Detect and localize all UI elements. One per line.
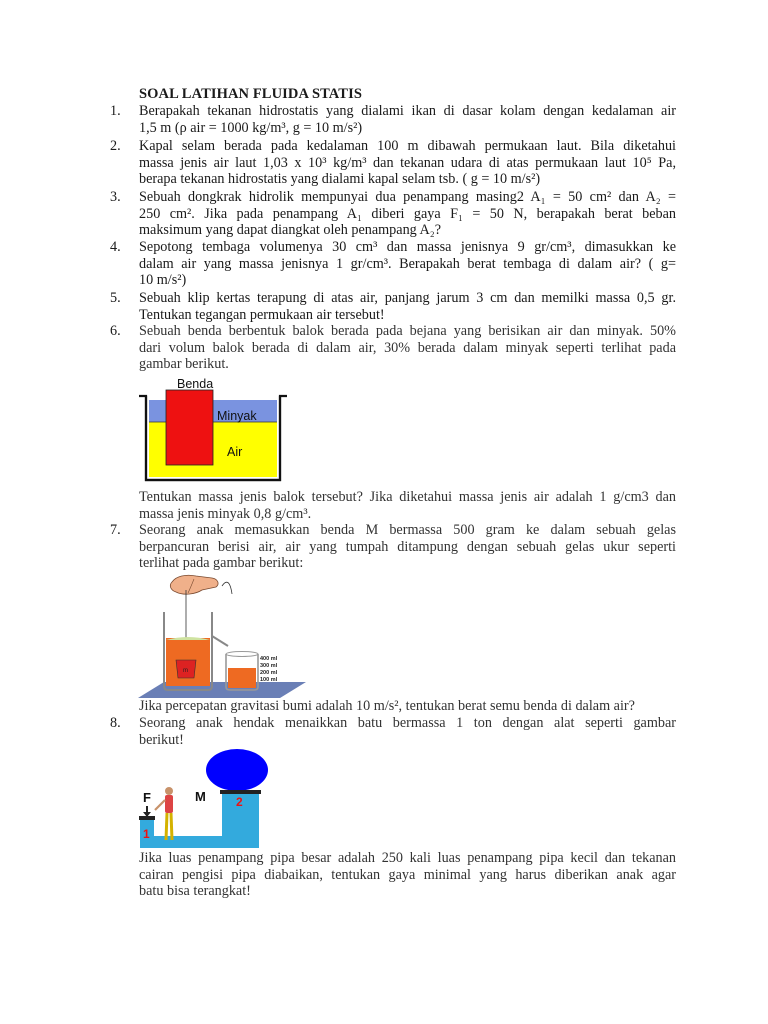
figure-hydraulic-lift <box>138 748 272 852</box>
question-line: Sepotong tembaga volumenya 30 cm³ dan massa jenisnya 9 gr/cm³, dimasukkan ke <box>139 239 676 255</box>
liquid-surface <box>166 637 210 640</box>
question-line: terlihat pada gambar berikut: <box>139 555 304 572</box>
question-line: 250 cm². Jika pada penampang A₁ diberi gaya F₁ = 50 N, berapakah berat beban <box>139 205 676 222</box>
large-piston <box>220 790 261 794</box>
page-title: SOAL LATIHAN FLUIDA STATIS <box>139 86 362 102</box>
question-8 <box>110 715 676 748</box>
question-line: massa jenis minyak 0,8 g/cm³. <box>139 505 312 522</box>
question-6 <box>110 323 676 373</box>
question-line: maksimum yang dapat diangkat oleh penampang A₂? <box>139 222 442 239</box>
question-2 <box>110 138 676 188</box>
scale-300: 300 ml <box>260 663 278 669</box>
question-line: Kapal selam berada pada kedalaman 100 m dibawah permukaan laut. Bila diketahui <box>139 138 676 154</box>
question-line: berapa tekanan hidrostatis yang dialami kapal selam tsb. ( g = 10 m/s²) <box>139 171 541 188</box>
question-line: Tentukan tegangan permukaan air tersebut! <box>139 306 385 323</box>
question-line: Seorang anak memasukkan benda M bermassa 500 gram ke dalam sebuah gelas <box>139 522 676 538</box>
question-line: Jika percepatan gravitasi bumi adalah 10 m/s², tentukan berat semu benda di dalam air? <box>139 698 635 714</box>
question-line: gambar berikut. <box>139 356 229 373</box>
question-line: dalam air yang massa jenisnya 1 gr/cm³. Berapakah berat tembaga di dalam air? ( g= <box>139 255 676 272</box>
question-line: dari volum balok berada di dalam air, 30% berada dalam minyak seperti terlihat pada <box>139 339 676 356</box>
person-body <box>165 795 173 813</box>
connecting-pipe <box>154 836 222 848</box>
question-line: 1,5 m (ρ air = 1000 kg/m³, g = 10 m/s²) <box>139 119 363 136</box>
hand-icon <box>170 575 218 594</box>
question-number: 3. <box>110 189 121 205</box>
question-line: Berapakah tekanan hidrostatis yang dialami ikan di dasar kolam dengan kedalaman air <box>139 103 676 119</box>
question-7 <box>110 522 676 572</box>
figure-overflow-glass <box>138 574 306 700</box>
question-6-follow-up <box>139 489 676 522</box>
question-line: batu bisa terangkat! <box>139 883 251 900</box>
question-line: cairan pengisi pipa diabaikan, tentukan gaya minimal yang harus diberikan anak agar <box>139 866 676 883</box>
question-number: 4. <box>110 239 121 255</box>
scale-200: 200 ml <box>260 670 278 676</box>
cup-rim <box>226 652 258 657</box>
label-air: Air <box>227 445 243 459</box>
figure-vessel-block <box>135 376 295 484</box>
spout <box>212 636 228 646</box>
question-line: Jika luas penampang pipa besar adalah 250 kali luas penampang pipa kecil dan tekanan <box>139 850 676 866</box>
person-arm <box>155 800 165 810</box>
label-2: 2 <box>236 795 243 809</box>
person-legs <box>166 813 172 840</box>
scale-100: 100 ml <box>260 677 278 683</box>
question-line: Sebuah klip kertas terapung di atas air, panjang jarum 3 cm dan memilki massa 0,5 gr. <box>139 290 676 306</box>
question-number: 5. <box>110 290 121 306</box>
question-number: 6. <box>110 323 121 339</box>
label-benda: Benda <box>177 377 214 391</box>
question-number: 2. <box>110 138 121 154</box>
question-line: berpancuran berisi air, air yang tumpah ditampung dengan sebuah gelas ukur seperti <box>139 538 676 555</box>
question-line: 10 m/s²) <box>139 272 187 289</box>
question-line: Tentukan massa jenis balok tersebut? Jika diketahui massa jenis air adalah 1 g/cm3 dan <box>139 489 676 505</box>
question-number: 7. <box>110 522 121 538</box>
question-number: 8. <box>110 715 121 731</box>
question-number: 1. <box>110 103 121 119</box>
label-minyak: Minyak <box>217 409 257 423</box>
question-5 <box>110 290 676 323</box>
question-7-follow-up <box>139 698 676 715</box>
question-1 <box>110 103 676 136</box>
label-f: F <box>143 790 151 805</box>
person-head <box>165 787 173 795</box>
question-line: Sebuah dongkrak hidrolik mempunyai dua penampang masing2 A₁ = 50 cm² dan A₂ = <box>139 189 676 205</box>
question-8-follow-up <box>139 850 676 900</box>
question-line: Sebuah benda berbentuk balok berada pada bejana yang berisikan air dan minyak. 50% <box>139 323 676 339</box>
stone <box>206 749 268 791</box>
question-line: Seorang anak hendak menaikkan batu bermassa 1 ton dengan alat seperti gambar <box>139 715 676 731</box>
scale-400: 400 ml <box>260 656 278 662</box>
question-line: berikut! <box>139 731 184 748</box>
label-m: M <box>195 789 206 804</box>
question-line: massa jenis air laut 1,03 x 10³ kg/m³ dan tekanan udara di atas permukaan laut 10⁵ Pa, <box>139 154 676 171</box>
label-1: 1 <box>143 827 150 841</box>
label-object-m: m <box>183 668 188 674</box>
cup-liquid <box>228 668 256 688</box>
string-loop <box>222 582 232 594</box>
block-object <box>166 390 213 465</box>
question-3 <box>110 189 676 239</box>
question-4 <box>110 239 676 289</box>
